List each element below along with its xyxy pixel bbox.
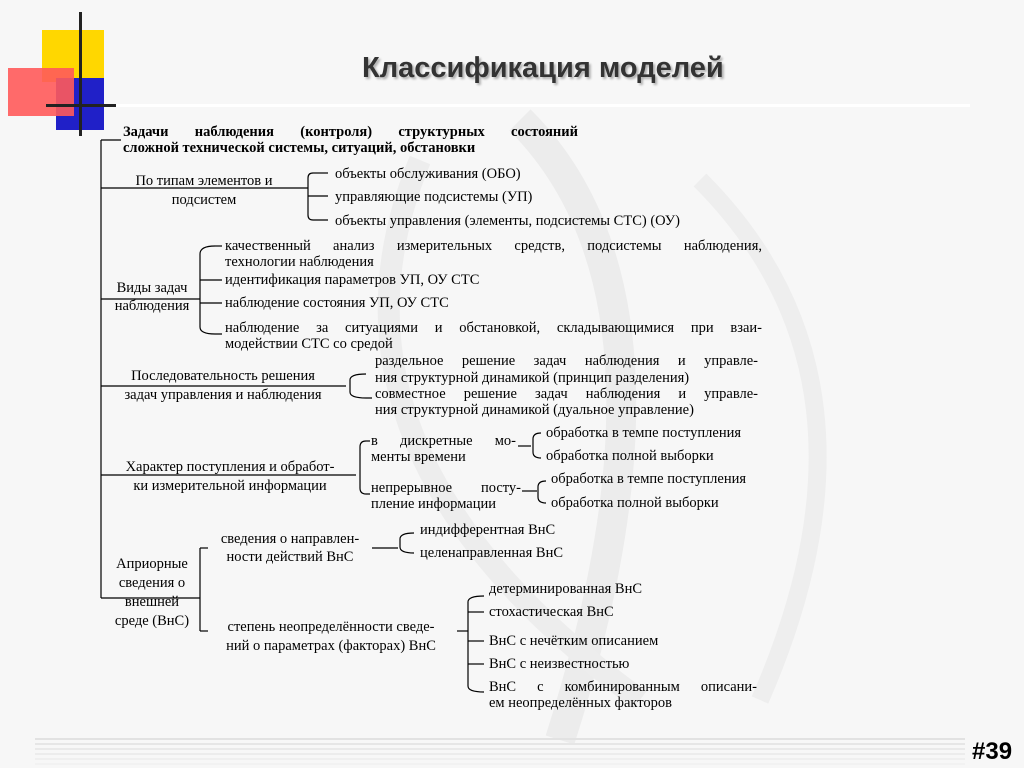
sub-node-discrete: в дискретные мо- <box>371 433 516 449</box>
list-item: детерминированная ВнС <box>489 581 643 597</box>
list-item-continuation: ния структурной динамикой (принцип разделения) <box>375 370 690 386</box>
category-task-kinds-line2: наблюдения <box>114 298 190 314</box>
category-a-priori-line4: среде (ВнС) <box>114 613 190 629</box>
list-item-continuation: ния структурной динамикой (дуальное управление) <box>375 402 694 418</box>
list-item: наблюдение за ситуациями и обстановкой, складывающимися при взаи- <box>225 320 762 336</box>
list-item: наблюдение состояния УП, ОУ СТС <box>225 295 449 311</box>
list-item: обработка полной выборки <box>551 495 719 511</box>
list-item: индифферентная ВнС <box>420 522 556 538</box>
sub-node-direction: сведения о направлен- <box>220 531 360 547</box>
list-item: ВнС с неизвестностью <box>489 656 630 672</box>
list-item: целенаправленная ВнС <box>420 545 563 561</box>
list-item: идентификация параметров УП, ОУ СТС <box>225 272 480 288</box>
list-item-continuation: технологии наблюдения <box>225 254 374 270</box>
slide-number: #39 <box>972 738 1013 765</box>
list-item: ВнС с нечётким описанием <box>489 633 659 649</box>
sub-node-direction-line2: ности действий ВнС <box>226 549 354 565</box>
list-item: объекты обслуживания (ОБО) <box>335 166 521 182</box>
list-item: обработка полной выборки <box>546 448 714 464</box>
list-item: раздельное решение задач наблюдения и управле- <box>375 353 758 369</box>
list-item: управляющие подсистемы (УП) <box>335 189 533 205</box>
root-node: Задачи наблюдения (контроля) структурных состояний <box>123 124 578 140</box>
category-solution-order-line2: задач управления и наблюдения <box>124 387 322 403</box>
category-solution-order: Последовательность решения <box>131 368 315 384</box>
sub-node-uncertainty-line2: ний о параметрах (факторах) ВнС <box>226 638 436 654</box>
list-item-continuation: модействии СТС со средой <box>225 336 393 352</box>
list-item: стохастическая ВнС <box>489 604 614 620</box>
category-task-kinds: Виды задач <box>116 280 188 296</box>
list-item-continuation: ем неопределённых факторов <box>489 695 672 711</box>
list-item: объекты управления (элементы, подсистемы СТС) (ОУ) <box>335 213 680 229</box>
category-info-arrival: Характер поступления и обработ- <box>125 459 335 475</box>
list-item: обработка в темпе поступления <box>546 425 742 441</box>
page-title: Классификация моделей <box>362 52 724 84</box>
category-info-arrival-line2: ки измерительной информации <box>133 478 327 494</box>
list-item: ВнС с комбинированным описани- <box>489 679 757 695</box>
list-item: обработка в темпе поступления <box>551 471 747 487</box>
category-a-priori-line3: внешней <box>124 594 180 610</box>
sub-node-uncertainty: степень неопределённости сведе- <box>227 619 435 635</box>
root-node-line2: сложной технической системы, ситуаций, обстановки <box>123 140 476 156</box>
footer-stripes <box>35 738 965 768</box>
category-a-priori: Априорные <box>116 556 188 572</box>
category-a-priori-line2: сведения о <box>118 575 186 591</box>
list-item: совместное решение задач наблюдения и управле- <box>375 386 758 402</box>
sub-node-continuous: непрерывное посту- <box>371 480 521 496</box>
sub-node-continuous-line2: пление информации <box>371 496 496 512</box>
category-element-types-line2: подсистем <box>171 192 237 208</box>
category-element-types: По типам элементов и <box>135 173 273 189</box>
sub-node-discrete-line2: менты времени <box>371 449 466 465</box>
list-item: качественный анализ измерительных средств, подсистемы наблюдения, <box>225 238 762 254</box>
